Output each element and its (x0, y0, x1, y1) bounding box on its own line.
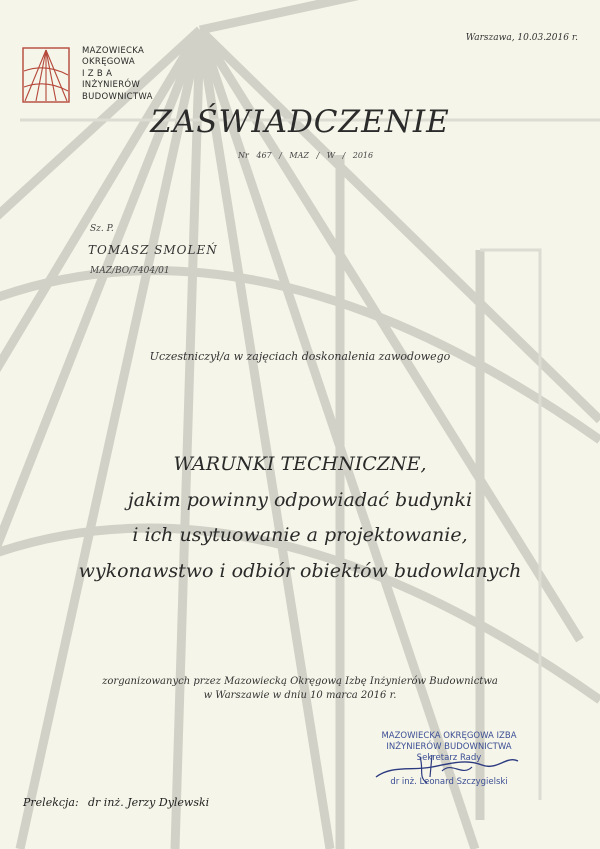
lecturer-name: dr inż. Jerzy Dylewski (88, 796, 210, 809)
membership-number: MAZ/BO/7404/01 (90, 266, 170, 276)
stamp-line: INŻYNIERÓW BUDOWNICTWA (386, 742, 512, 752)
org-line: BUDOWNICTWA (82, 91, 153, 102)
org-line: INŻYNIERÓW (82, 80, 141, 91)
document-title: ZAŚWIADCZENIE (150, 104, 450, 140)
salutation: Sz. P. (90, 224, 114, 234)
course-title (0, 447, 600, 589)
stamp-line: Sekretarz Rady (416, 753, 482, 763)
course-line: wykonawstwo i odbiór obiektów budowlanych (78, 559, 522, 582)
course-line: i ich usytuowanie a projektowanie, (132, 524, 468, 546)
organization-name (82, 46, 153, 103)
recipient-name: TOMASZ SMOLEŃ (88, 243, 218, 257)
stamp-line: MAZOWIECKA OKRĘGOWA IZBA (381, 731, 517, 741)
org-line: I Z B A (82, 68, 113, 79)
organizer-line: zorganizowanych przez Mazowiecką Okręgową Izbę Inżynierów Budownictwa (102, 676, 498, 687)
stamp-signatory: dr inż. Leonard Szczygielski (390, 777, 508, 787)
org-line: MAZOWIECKA (82, 46, 145, 56)
organizer-date-line: w Warszawie w dniu 10 marca 2016 r. (203, 690, 397, 701)
course-line: WARUNKI TECHNICZNE, (173, 453, 427, 475)
lecture-label: Prelekcja: (23, 796, 79, 809)
issue-date: Warszawa, 10.03.2016 r. (465, 33, 578, 43)
chamber-logo (22, 47, 70, 103)
course-line: jakim powinny odpowiadać budynki (127, 488, 473, 511)
org-line: OKRĘGOWA (82, 57, 135, 68)
certificate-number: Nr 467 / MAZ / W / 2016 (238, 151, 374, 160)
organizer-statement (0, 675, 600, 703)
handwritten-signature (372, 747, 522, 787)
participation-statement: Uczestniczył/a w zajęciach doskonalenia zawodowego (149, 350, 451, 363)
